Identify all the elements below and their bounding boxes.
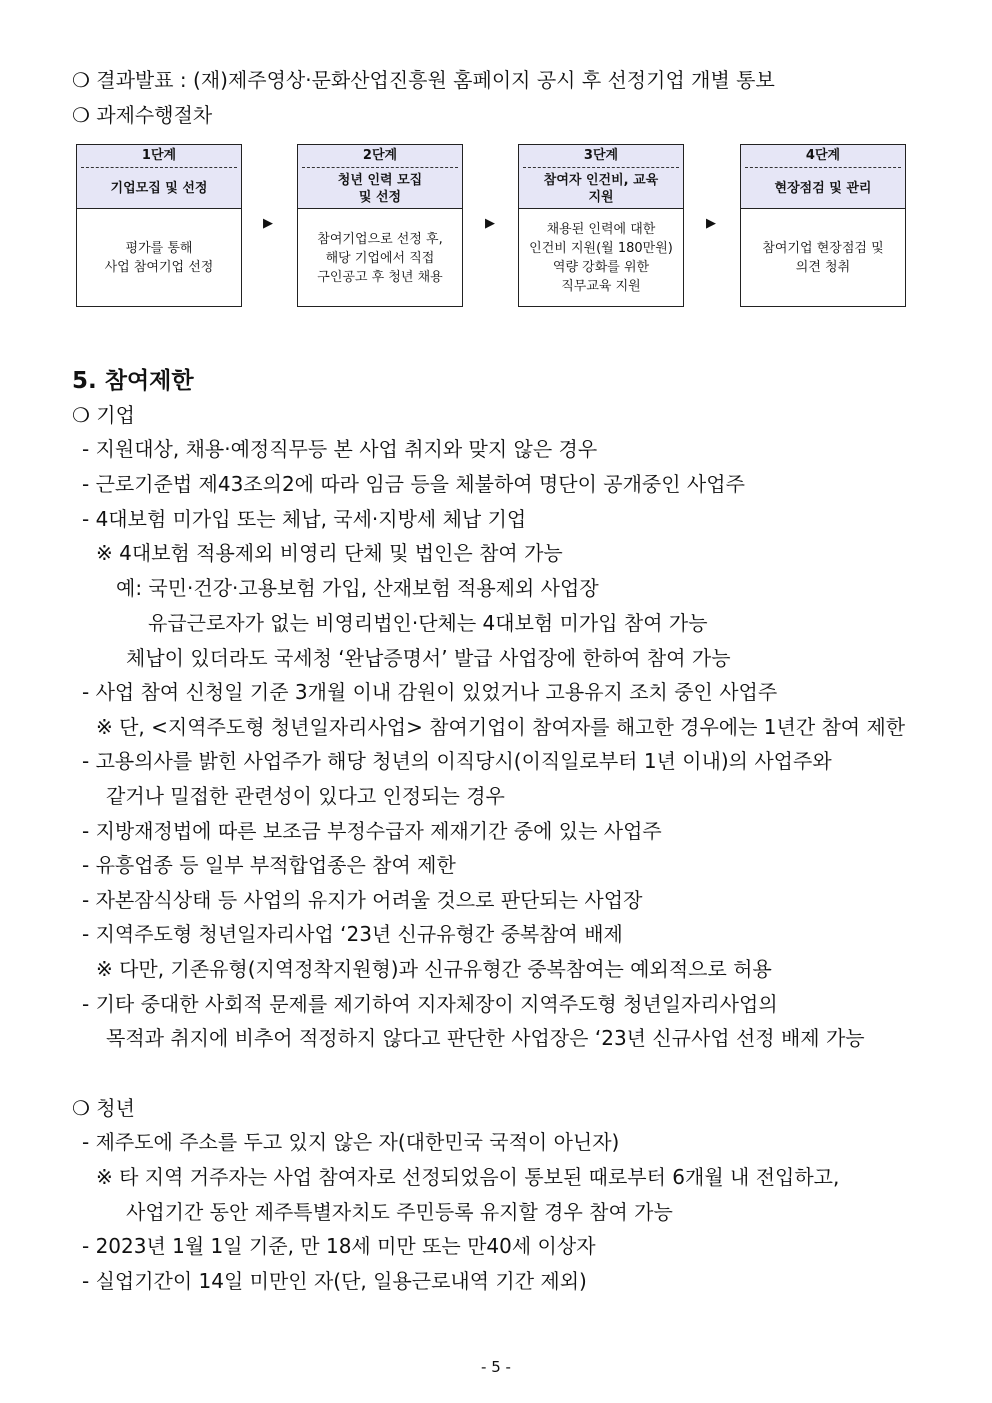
section-heading: 5. 참여제한 [72, 368, 194, 394]
step-title: 참여자 인건비, 교육 지원 [543, 172, 659, 205]
step-description: 참여기업으로 선정 후, 해당 기업에서 직접 구인공고 후 청년 채용 [317, 231, 443, 285]
company-note: 예: 국민·건강·고용보험 가입, 산재보험 적용제외 사업장 [116, 576, 599, 600]
company-item: - 4대보험 미가입 또는 체납, 국세·지방세 체납 기업 [82, 507, 527, 531]
step-description: 평가를 통해 사업 참여기업 선정 [104, 241, 214, 275]
arrow-icon: ▶ [485, 216, 495, 231]
arrow-icon: ▶ [263, 216, 273, 231]
company-item: - 유흥업종 등 일부 부적합업종은 참여 제한 [82, 853, 456, 877]
youth-note: ※ 타 지역 거주자는 사업 참여자로 선정되었음이 통보된 때로부터 6개월 내 전입하고, [96, 1165, 840, 1189]
step-number: 4단계 [745, 145, 901, 168]
company-item: - 지원대상, 채용·예정직무등 본 사업 취지와 맞지 않은 경우 [82, 437, 598, 461]
step-box-1 [76, 144, 242, 307]
youth-item: - 실업기간이 14일 미만인 자(단, 일용근로내역 기간 제외) [82, 1269, 587, 1293]
step-description: 채용된 인력에 대한 인건비 지원(월 180만원) 역량 강화를 위한 직무교육 지원 [529, 222, 673, 294]
step-title: 현장점검 및 관리 [774, 181, 872, 196]
company-item: - 지방재정법에 따른 보조금 부정수급자 제재기간 중에 있는 사업주 [82, 819, 662, 843]
step-box-3 [518, 144, 684, 307]
result-announcement-line: ❍ 결과발표 : (재)제주영상·문화산업진흥원 홈페이지 공시 후 선정기업 개별 통보 [72, 68, 775, 92]
page-number: - 5 - [481, 1358, 511, 1376]
company-note: ※ 단, <지역주도형 청년일자리사업> 참여기업이 참여자를 해고한 경우에는 1년간 참여 제한 [96, 715, 906, 739]
youth-item: - 제주도에 주소를 두고 있지 않은 자(대한민국 국적이 아닌자) [82, 1130, 620, 1154]
arrow-icon: ▶ [706, 216, 716, 231]
youth-item: - 2023년 1월 1일 기준, 만 18세 미만 또는 만40세 이상자 [82, 1234, 596, 1258]
step-number: 1단계 [81, 145, 237, 168]
step-box-4 [740, 144, 906, 307]
company-note: ※ 다만, 기존유형(지역정착지원형)과 신규유형간 중복참여는 예외적으로 허용 [96, 957, 772, 981]
procedure-title-line: ❍ 과제수행절차 [72, 103, 213, 127]
step-description: 참여기업 현장점검 및 의견 청취 [762, 241, 884, 275]
youth-note: 사업기간 동안 제주특별자치도 주민등록 유지할 경우 참여 가능 [126, 1200, 673, 1224]
company-item: - 자본잠식상태 등 사업의 유지가 어려울 것으로 판단되는 사업장 [82, 888, 643, 912]
company-item: - 고용의사를 밝힌 사업주가 해당 청년의 이직당시(이직일로부터 1년 이내)의 사업주와 [82, 749, 832, 773]
company-item: - 근로기준법 제43조의2에 따라 임금 등을 체불하여 명단이 공개중인 사업주 [82, 472, 745, 496]
step-title: 청년 인력 모집 및 선정 [337, 172, 423, 205]
step-number: 2단계 [302, 145, 458, 168]
step-box-2 [297, 144, 463, 307]
company-item: 같거나 밀접한 관련성이 있다고 인정되는 경우 [106, 784, 505, 808]
company-item: - 지역주도형 청년일자리사업 ‘23년 신규유형간 중복참여 배제 [82, 922, 623, 946]
company-item: - 사업 참여 신청일 기준 3개월 이내 감원이 있었거나 고용유지 조치 중인 사업주 [82, 680, 778, 704]
youth-title: ❍ 청년 [72, 1096, 135, 1120]
company-item: - 기타 중대한 사회적 문제를 제기하여 지자체장이 지역주도형 청년일자리사업의 [82, 992, 778, 1016]
company-note: 유급근로자가 없는 비영리법인·단체는 4대보험 미가입 참여 가능 [148, 611, 708, 635]
step-title: 기업모집 및 선정 [110, 181, 208, 196]
step-number: 3단계 [523, 145, 679, 168]
company-title: ❍ 기업 [72, 403, 135, 427]
company-item: 목적과 취지에 비추어 적정하지 않다고 판단한 사업장은 ‘23년 신규사업 선정 배제 가능 [106, 1026, 865, 1050]
company-note: 체납이 있더라도 국세청 ‘완납증명서’ 발급 사업장에 한하여 참여 가능 [126, 646, 731, 670]
company-note: ※ 4대보험 적용제외 비영리 단체 및 법인은 참여 가능 [96, 541, 563, 565]
